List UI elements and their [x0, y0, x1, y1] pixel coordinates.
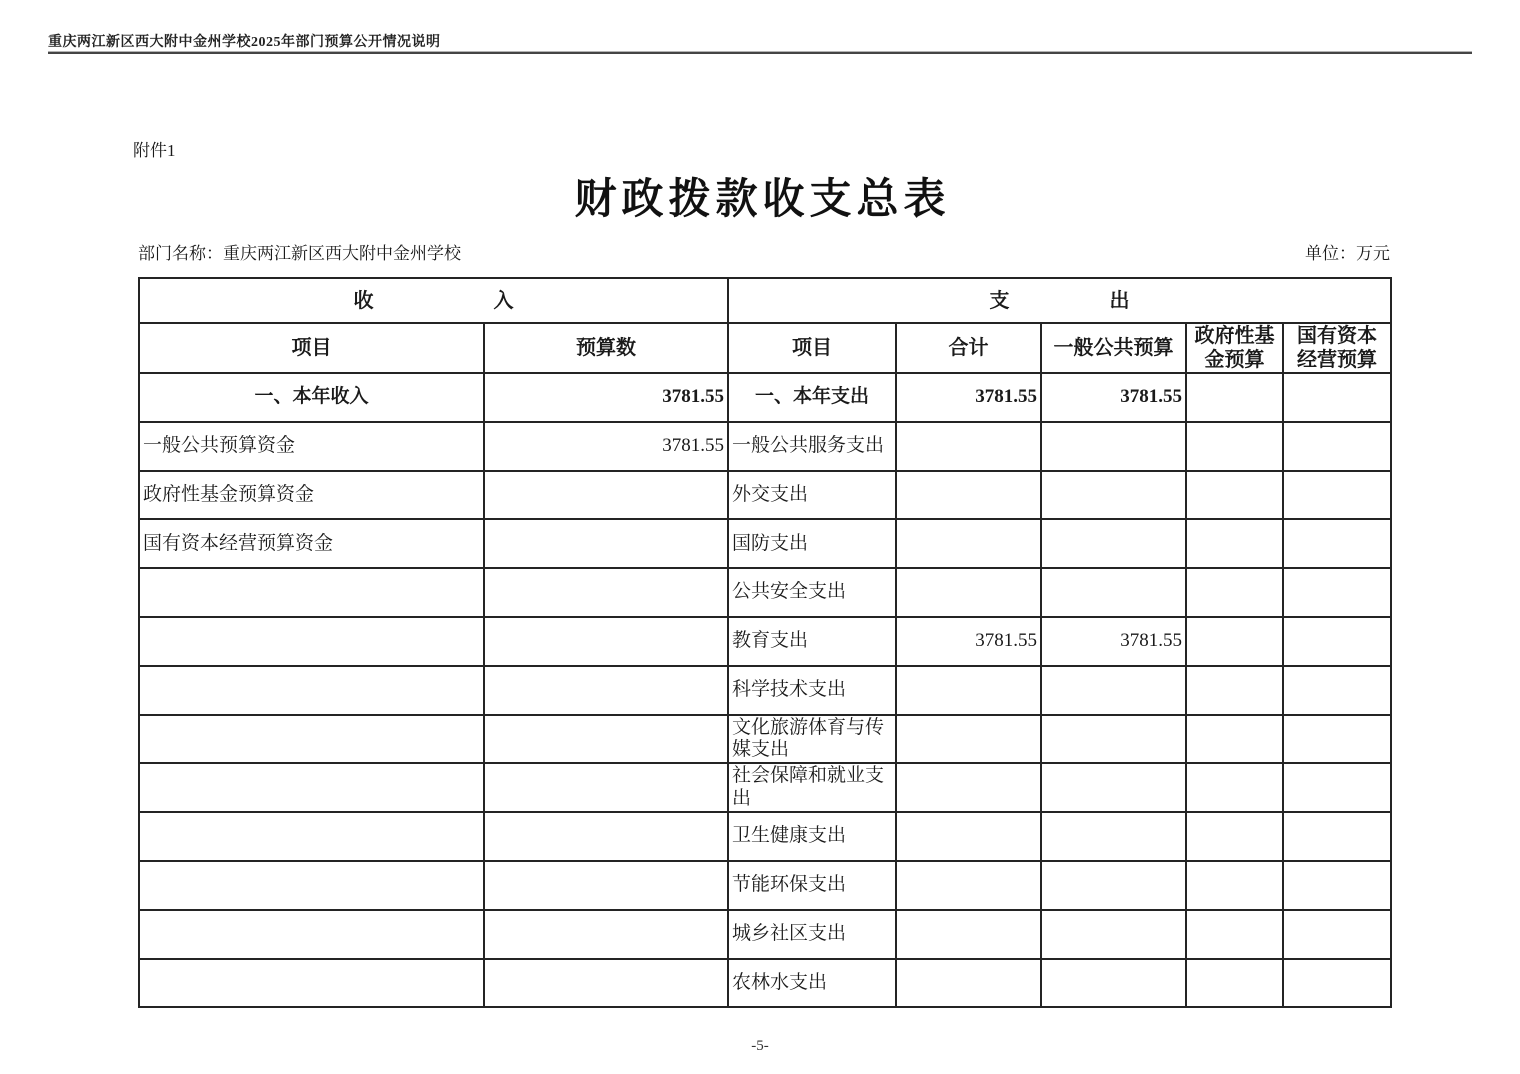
cell-income-item — [139, 763, 484, 812]
cell-income-amount — [484, 519, 728, 568]
cell-income-item: 政府性基金预算资金 — [139, 471, 484, 520]
cell-gov-fund-budget — [1186, 763, 1283, 812]
cell-gov-fund-budget — [1186, 373, 1283, 422]
table-row — [139, 568, 1391, 617]
cell-gov-fund-budget — [1186, 666, 1283, 715]
table-row — [139, 812, 1391, 861]
cell-state-capital-budget — [1283, 373, 1391, 422]
cell-state-capital-budget — [1283, 568, 1391, 617]
cell-gov-fund-budget — [1186, 910, 1283, 959]
cell-expense-item: 外交支出 — [728, 471, 896, 520]
cell-income-amount — [484, 763, 728, 812]
group-header-row — [139, 278, 1391, 323]
col-header-general-public-budget: 一般公共预算 — [1041, 323, 1186, 373]
table-row — [139, 617, 1391, 666]
cell-income-amount — [484, 959, 728, 1008]
cell-expense-total — [896, 519, 1041, 568]
cell-income-item — [139, 666, 484, 715]
cell-expense-total — [896, 812, 1041, 861]
cell-gov-fund-budget — [1186, 812, 1283, 861]
table-row — [139, 910, 1391, 959]
cell-expense-item: 一、本年支出 — [728, 373, 896, 422]
cell-expense-total — [896, 422, 1041, 471]
unit-label: 单位：万元 — [1305, 244, 1390, 263]
cell-state-capital-budget — [1283, 910, 1391, 959]
cell-income-amount — [484, 812, 728, 861]
cell-expense-item: 国防支出 — [728, 519, 896, 568]
col-header-gov-fund-budget: 政府性基金预算 — [1186, 323, 1283, 373]
cell-expense-total — [896, 471, 1041, 520]
cell-income-amount — [484, 861, 728, 910]
cell-expense-total — [896, 861, 1041, 910]
cell-income-item — [139, 617, 484, 666]
cell-expense-total — [896, 763, 1041, 812]
cell-gov-fund-budget — [1186, 715, 1283, 764]
cell-gov-fund-budget — [1186, 617, 1283, 666]
table-row — [139, 471, 1391, 520]
table-row — [139, 715, 1391, 764]
cell-income-amount — [484, 715, 728, 764]
cell-expense-total — [896, 666, 1041, 715]
page-number: -5- — [751, 1038, 769, 1054]
cell-state-capital-budget — [1283, 617, 1391, 666]
table-body — [139, 373, 1391, 1007]
cell-state-capital-budget — [1283, 422, 1391, 471]
cell-expense-total — [896, 959, 1041, 1008]
cell-expense-item: 节能环保支出 — [728, 861, 896, 910]
cell-state-capital-budget — [1283, 471, 1391, 520]
doc-header-note: 重庆两江新区西大附中金州学校2025年部门预算公开情况说明 — [48, 35, 441, 50]
cell-state-capital-budget — [1283, 763, 1391, 812]
col-header-budget-amount: 预算数 — [484, 323, 728, 373]
table-row — [139, 422, 1391, 471]
cell-expense-item: 公共安全支出 — [728, 568, 896, 617]
cell-expense-item: 文化旅游体育与传媒支出 — [728, 715, 896, 764]
cell-expense-item: 科学技术支出 — [728, 666, 896, 715]
cell-gov-fund-budget — [1186, 861, 1283, 910]
cell-income-item: 一、本年收入 — [139, 373, 484, 422]
meta-row — [138, 239, 1390, 264]
cell-income-item: 国有资本经营预算资金 — [139, 519, 484, 568]
cell-state-capital-budget — [1283, 715, 1391, 764]
column-header-row — [139, 323, 1391, 373]
cell-general-public-budget — [1041, 568, 1186, 617]
cell-state-capital-budget — [1283, 666, 1391, 715]
cell-general-public-budget — [1041, 715, 1186, 764]
cell-expense-total — [896, 910, 1041, 959]
table-row — [139, 666, 1391, 715]
department-name-label: 部门名称：重庆两江新区西大附中金州学校 — [138, 244, 461, 263]
cell-gov-fund-budget — [1186, 471, 1283, 520]
cell-income-amount — [484, 617, 728, 666]
cell-general-public-budget — [1041, 422, 1186, 471]
cell-expense-total — [896, 568, 1041, 617]
cell-income-amount — [484, 471, 728, 520]
cell-general-public-budget — [1041, 812, 1186, 861]
cell-gov-fund-budget — [1186, 568, 1283, 617]
cell-income-item — [139, 861, 484, 910]
cell-income-amount — [484, 666, 728, 715]
budget-table — [138, 277, 1392, 1008]
cell-income-amount — [484, 568, 728, 617]
cell-gov-fund-budget — [1186, 422, 1283, 471]
cell-general-public-budget — [1041, 959, 1186, 1008]
cell-general-public-budget: 3781.55 — [1041, 373, 1186, 422]
cell-state-capital-budget — [1283, 519, 1391, 568]
cell-general-public-budget — [1041, 471, 1186, 520]
table-row — [139, 763, 1391, 812]
cell-state-capital-budget — [1283, 812, 1391, 861]
cell-income-amount — [484, 910, 728, 959]
cell-general-public-budget — [1041, 666, 1186, 715]
cell-income-item — [139, 568, 484, 617]
cell-expense-item: 一般公共服务支出 — [728, 422, 896, 471]
cell-state-capital-budget — [1283, 959, 1391, 1008]
page-title: 财政拨款收支总表 — [574, 177, 951, 223]
cell-expense-item: 教育支出 — [728, 617, 896, 666]
cell-expense-item: 社会保障和就业支出 — [728, 763, 896, 812]
cell-expense-item: 农林水支出 — [728, 959, 896, 1008]
table-row — [139, 519, 1391, 568]
col-header-total: 合计 — [896, 323, 1041, 373]
col-header-expense-item: 项目 — [728, 323, 896, 373]
cell-general-public-budget — [1041, 519, 1186, 568]
attachment-label: 附件1 — [133, 141, 176, 160]
cell-expense-item: 卫生健康支出 — [728, 812, 896, 861]
cell-state-capital-budget — [1283, 861, 1391, 910]
cell-general-public-budget — [1041, 763, 1186, 812]
cell-income-item — [139, 959, 484, 1008]
cell-expense-total: 3781.55 — [896, 373, 1041, 422]
cell-general-public-budget — [1041, 910, 1186, 959]
header-rule — [48, 51, 1472, 54]
cell-income-item — [139, 910, 484, 959]
col-header-income-item: 项目 — [139, 323, 484, 373]
cell-gov-fund-budget — [1186, 959, 1283, 1008]
cell-income-item: 一般公共预算资金 — [139, 422, 484, 471]
cell-general-public-budget — [1041, 861, 1186, 910]
cell-expense-item: 城乡社区支出 — [728, 910, 896, 959]
cell-expense-total — [896, 715, 1041, 764]
cell-income-amount: 3781.55 — [484, 422, 728, 471]
cell-income-amount: 3781.55 — [484, 373, 728, 422]
table-row — [139, 861, 1391, 910]
cell-income-item — [139, 812, 484, 861]
cell-expense-total: 3781.55 — [896, 617, 1041, 666]
income-group-header: 收 入 — [139, 278, 728, 323]
cell-gov-fund-budget — [1186, 519, 1283, 568]
table-row — [139, 373, 1391, 422]
cell-general-public-budget: 3781.55 — [1041, 617, 1186, 666]
table-row — [139, 959, 1391, 1008]
cell-income-item — [139, 715, 484, 764]
col-header-state-capital-budget: 国有资本经营预算 — [1283, 323, 1391, 373]
expense-group-header: 支 出 — [728, 278, 1391, 323]
